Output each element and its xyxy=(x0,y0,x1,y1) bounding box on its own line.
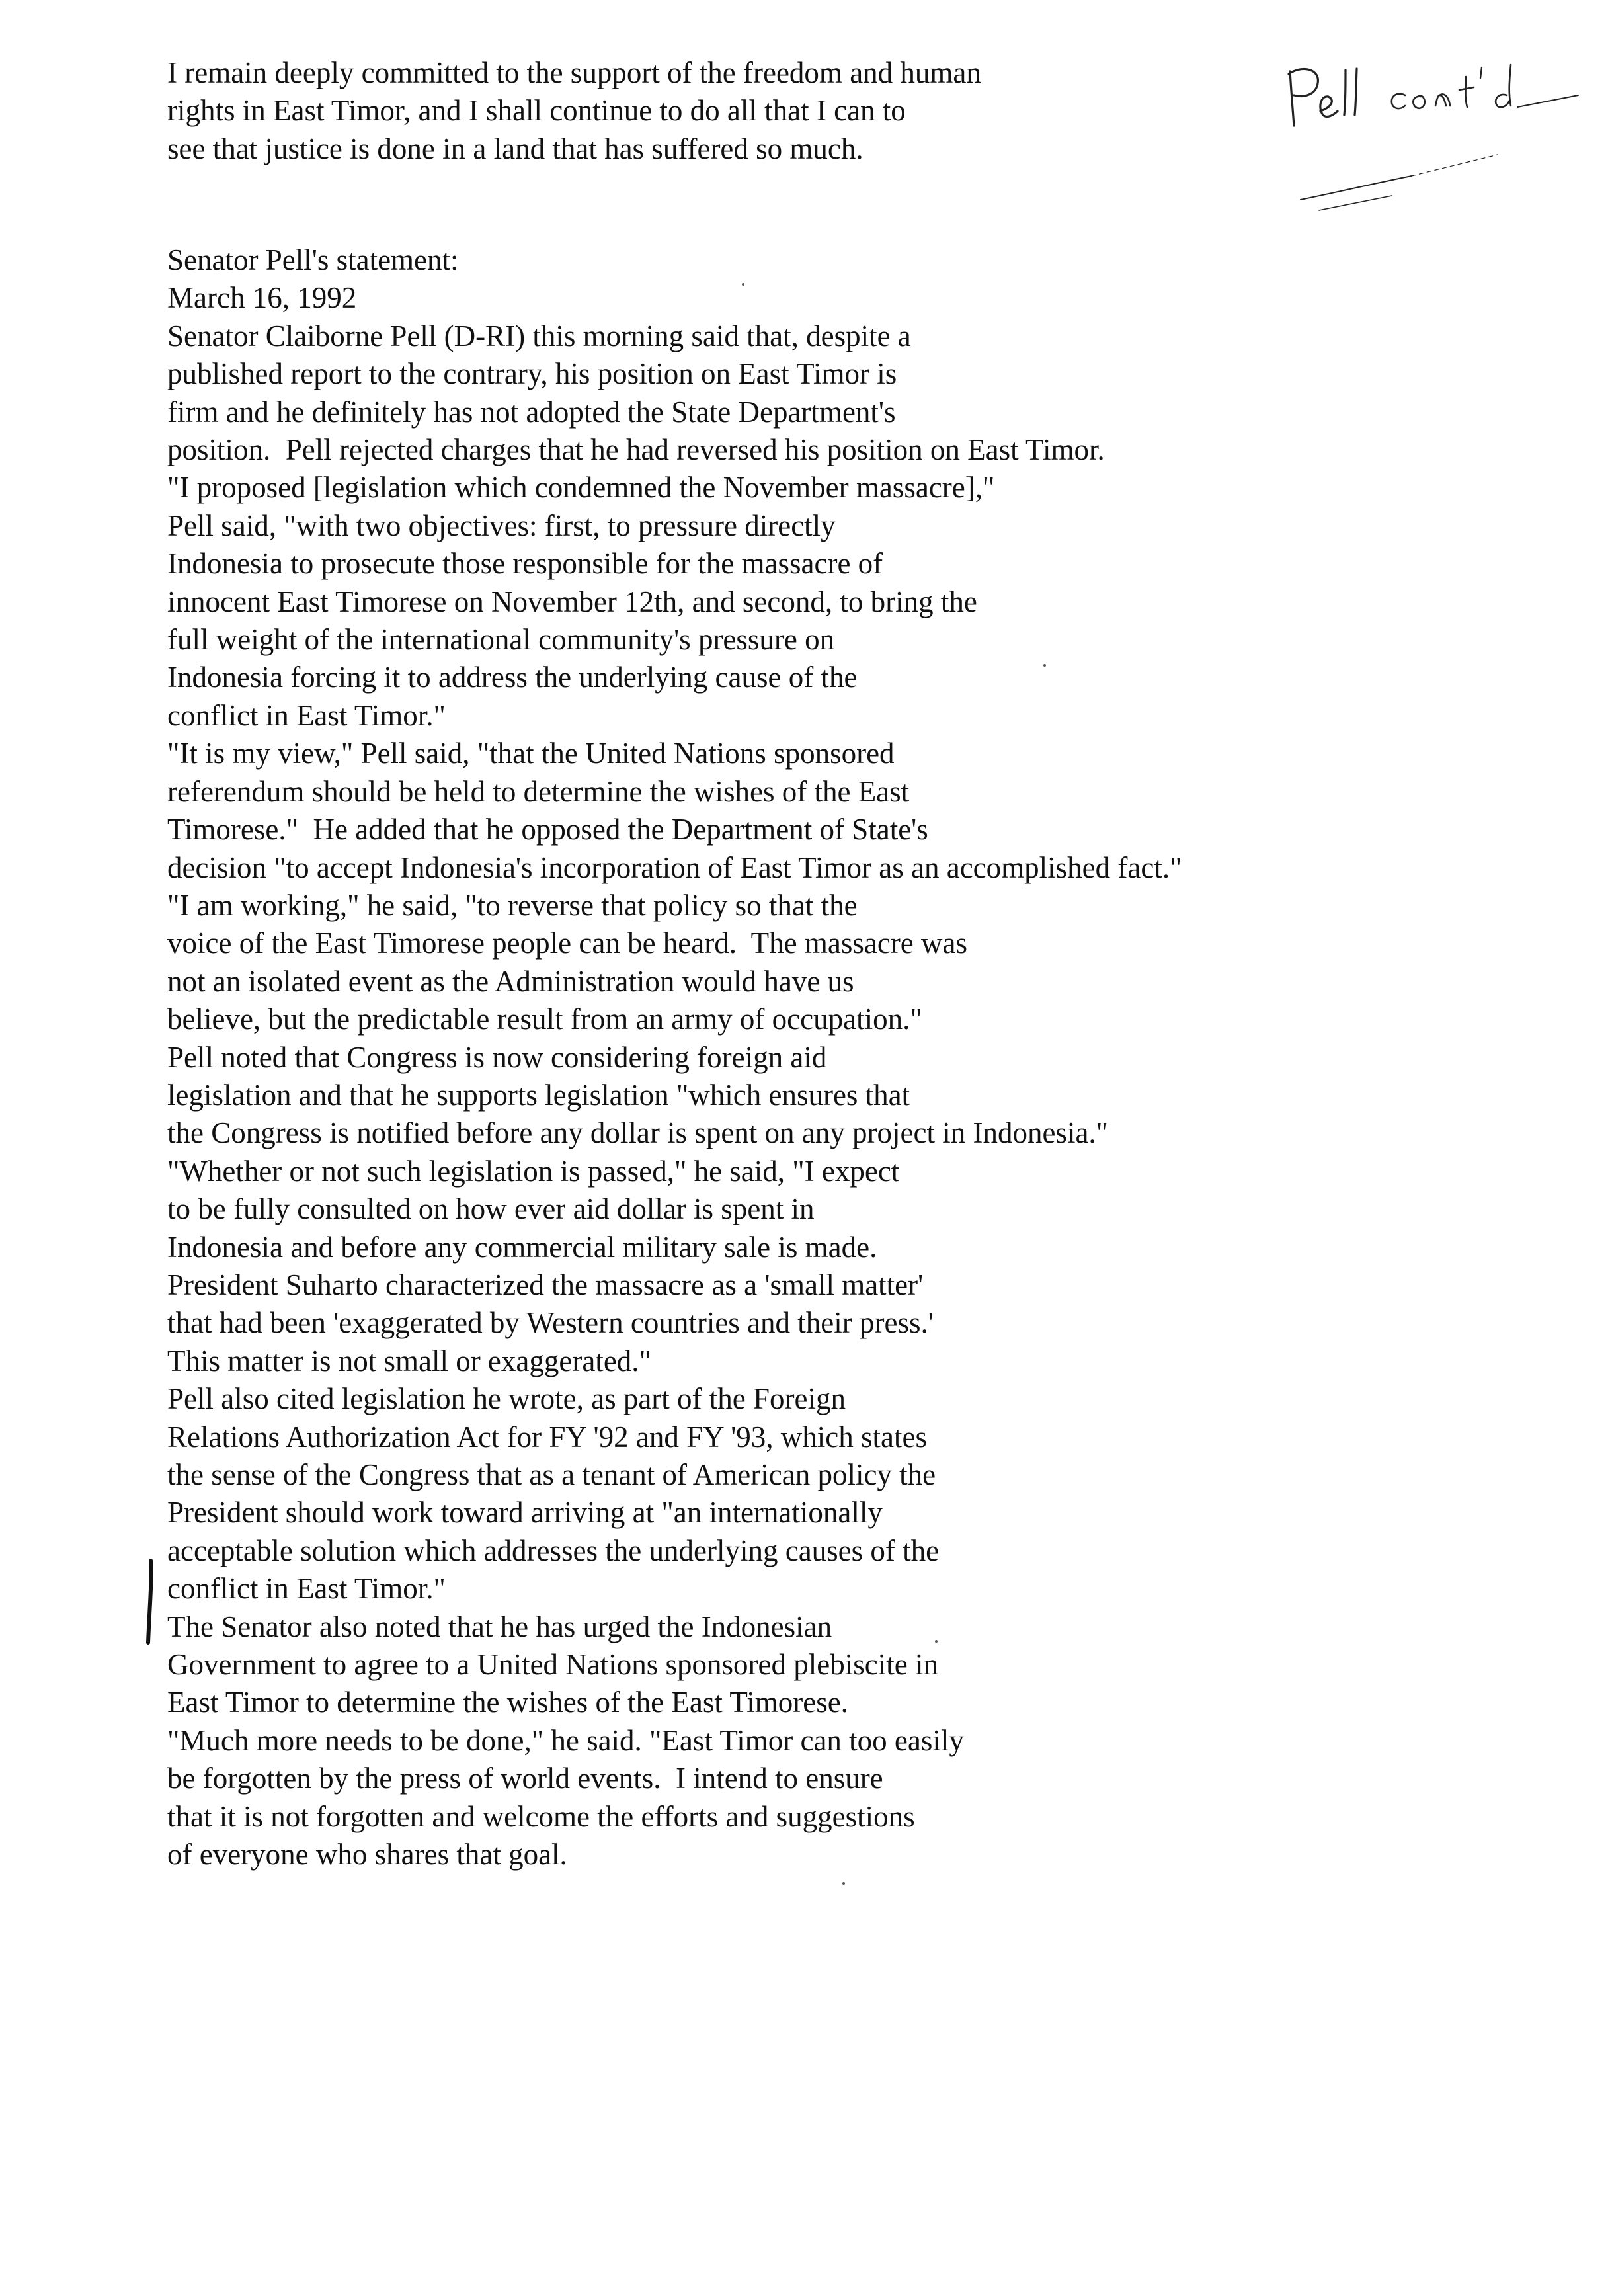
statement-line: decision "to accept Indonesia's incorporation of East Timor as an accomplished fact." xyxy=(167,850,1182,884)
statement-line: believe, but the predictable result from an army of occupation." xyxy=(167,1003,922,1036)
statement-line: Government to agree to a United Nations sponsored plebiscite in xyxy=(167,1648,938,1682)
statement-line: "I am working," he said, "to reverse that policy so that the xyxy=(167,888,858,922)
scan-speck xyxy=(1043,664,1046,667)
statement-line: The Senator also noted that he has urged the Indonesian xyxy=(167,1610,832,1643)
statement-line: innocent East Timorese on November 12th, and second, to bring the xyxy=(167,585,977,618)
statement-line: East Timor to determine the wishes of the East Timorese. xyxy=(167,1686,848,1719)
statement-line: firm and he definitely has not adopted the State Department's xyxy=(167,395,896,429)
statement-line: March 16, 1992 xyxy=(167,281,357,315)
statement-line: acceptable solution which addresses the underlying causes of the xyxy=(167,1534,940,1567)
statement-line: not an isolated event as the Administration would have us xyxy=(167,964,854,998)
senator-statement xyxy=(167,241,1490,1873)
statement-line: the Congress is notified before any dollar is spent on any project in Indonesia." xyxy=(167,1116,1109,1150)
scan-speck xyxy=(742,283,744,286)
statement-line: Pell also cited legislation he wrote, as part of the Foreign xyxy=(167,1382,846,1416)
statement-line: position. Pell rejected charges that he had reversed his position on East Timor. xyxy=(167,433,1105,467)
statement-line: of everyone who shares that goal. xyxy=(167,1838,567,1871)
statement-line: "It is my view," Pell said, "that the United Nations sponsored xyxy=(167,737,895,770)
handwritten-annotation xyxy=(1279,26,1584,218)
statement-line: published report to the contrary, his position on East Timor is xyxy=(167,357,897,391)
statement-line: that it is not forgotten and welcome the efforts and suggestions xyxy=(167,1799,915,1833)
statement-line: President Suharto characterized the massacre as a 'small matter' xyxy=(167,1268,924,1301)
statement-line: Indonesia and before any commercial military sale is made. xyxy=(167,1230,877,1264)
statement-line: legislation and that he supports legislation "which ensures that xyxy=(167,1078,910,1112)
statement-line: President should work toward arriving at "an internationally xyxy=(167,1496,883,1530)
statement-line: that had been 'exaggerated by Western countries and their press.' xyxy=(167,1306,934,1340)
statement-line: Relations Authorization Act for FY '92 and FY '93, which states xyxy=(167,1420,927,1454)
statement-line: to be fully consulted on how ever aid dollar is spent in xyxy=(167,1192,815,1226)
statement-line: conflict in East Timor." xyxy=(167,698,446,732)
statement-line: Indonesia to prosecute those responsible for the massacre of xyxy=(167,547,883,581)
intro-line: I remain deeply committed to the support of the freedom and human xyxy=(167,56,981,89)
intro-line: see that justice is done in a land that has suffered so much. xyxy=(167,132,864,165)
statement-line: Timorese." He added that he opposed the Department of State's xyxy=(167,813,928,846)
statement-line: "Whether or not such legislation is passed," he said, "I expect xyxy=(167,1154,900,1188)
statement-line: "Much more needs to be done," he said. "East Timor can too easily xyxy=(167,1723,964,1757)
statement-line: referendum should be held to determine the wishes of the East xyxy=(167,774,910,808)
statement-line: voice of the East Timorese people can be heard. The massacre was xyxy=(167,926,968,960)
statement-line: This matter is not small or exaggerated." xyxy=(167,1344,651,1377)
intro-line: rights in East Timor, and I shall continue to do all that I can to xyxy=(167,94,906,128)
statement-line: Pell noted that Congress is now considering foreign aid xyxy=(167,1040,827,1074)
scan-speck xyxy=(842,1882,845,1885)
statement-line: Pell said, "with two objectives: first, to pressure directly xyxy=(167,509,836,542)
statement-line: Senator Pell's statement: xyxy=(167,243,459,276)
statement-line: the sense of the Congress that as a tenant of American policy the xyxy=(167,1458,936,1491)
statement-line: full weight of the international community's pressure on xyxy=(167,623,835,657)
statement-line: Indonesia forcing it to address the underlying cause of the xyxy=(167,661,858,694)
statement-line: "I proposed [legislation which condemned the November massacre]," xyxy=(167,471,995,505)
statement-line: be forgotten by the press of world events. I intend to ensure xyxy=(167,1762,883,1795)
statement-line: conflict in East Timor." xyxy=(167,1572,446,1606)
scan-speck xyxy=(935,1640,938,1643)
statement-line: Senator Claiborne Pell (D-RI) this morning said that, despite a xyxy=(167,319,911,352)
margin-bracket-mark xyxy=(140,1555,160,1648)
